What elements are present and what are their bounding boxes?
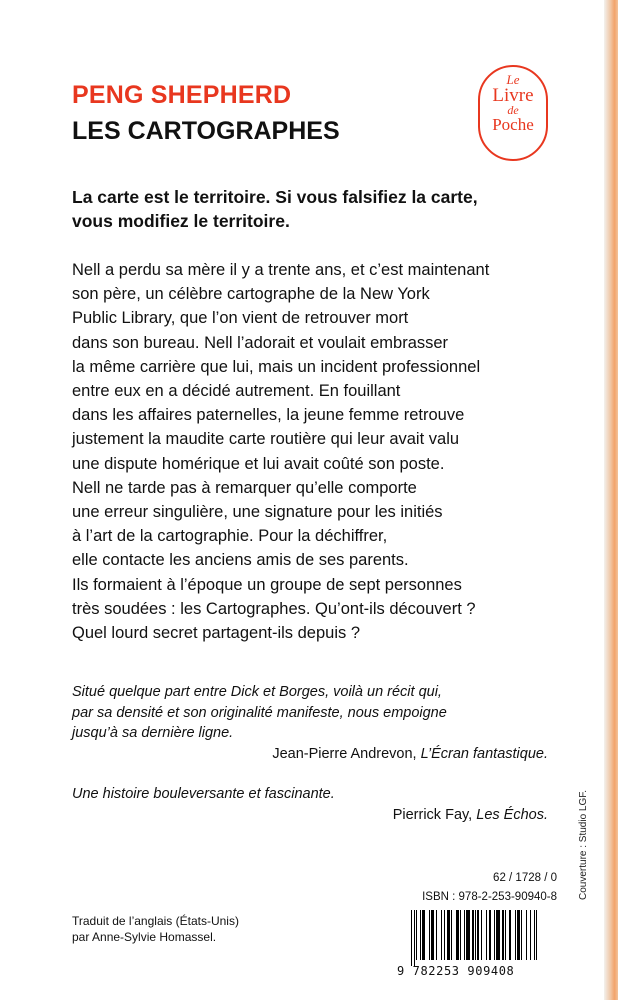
summary-line: une dispute homérique et lui avait coûté son poste.	[72, 454, 445, 473]
tagline-line: vous modifiez le territoire.	[72, 211, 290, 231]
summary-line: Ils formaient à l’époque un groupe de sept personnes	[72, 575, 462, 594]
tagline	[72, 185, 552, 233]
barcode-bar	[472, 910, 473, 960]
translator-credit	[72, 913, 239, 945]
summary-line: dans les affaires paternelles, la jeune femme retrouve	[72, 406, 465, 425]
barcode	[397, 910, 557, 982]
summary-line: la même carrière que lui, mais un incident professionnel	[72, 357, 481, 376]
barcode-bar	[429, 910, 430, 960]
barcode-bar	[494, 910, 495, 960]
summary-line: son père, un célèbre cartographe de la New York	[72, 285, 430, 304]
quote-author: Pierrick Fay,	[392, 806, 477, 823]
summary-line: Nell ne tarde pas à remarquer qu’elle comporte	[72, 478, 417, 497]
barcode-bar	[431, 910, 434, 960]
cover-credit: Couverture : Studio LGF.	[578, 789, 589, 900]
quote-line: par sa densité et son originalité manifeste, nous empoigne	[72, 704, 447, 721]
barcode-bar	[447, 910, 450, 960]
summary-line: une erreur singulière, une signature pour les initiés	[72, 503, 443, 522]
summary-line: entre eux en a décidé autrement. En fouillant	[72, 382, 401, 401]
barcode-bar	[502, 910, 503, 960]
barcode-bar	[517, 910, 520, 960]
barcode-bar	[441, 910, 442, 960]
barcode-bar	[536, 910, 537, 960]
quote-line: Une histoire bouleversante et fascinante.	[72, 786, 335, 802]
barcode-bar	[515, 910, 516, 960]
barcode-bar	[530, 910, 531, 960]
barcode-bar	[475, 910, 476, 960]
barcode-bar	[464, 910, 465, 960]
quote-author: Jean-Pierre Andrevon,	[272, 745, 421, 762]
barcode-bar	[422, 910, 425, 960]
barcode-bar	[486, 910, 487, 960]
summary-line: à l’art de la cartographie. Pour la déchiffrer,	[72, 527, 388, 546]
logo-poche: Poche	[492, 115, 534, 134]
barcode-bar	[414, 910, 415, 966]
translator-line: Traduit de l’anglais (États-Unis)	[72, 914, 239, 928]
barcode-bar	[420, 910, 421, 960]
summary-line: Public Library, que l’on vient de retrouver mort	[72, 309, 409, 328]
barcode-bar	[534, 910, 535, 960]
barcode-bar	[526, 910, 527, 960]
summary-line: Quel lourd secret partagent-ils depuis ?	[72, 624, 360, 643]
summary-line: dans son bureau. Nell l’adorait et voulait embrasser	[72, 333, 449, 352]
publisher-logo	[478, 65, 548, 161]
barcode-bar	[481, 910, 482, 960]
translator-line: par Anne-Sylvie Homassel.	[72, 930, 217, 944]
author-name: PENG SHEPHERD	[72, 81, 292, 109]
barcode-bar	[489, 910, 492, 960]
barcode-bar	[451, 910, 452, 960]
barcode-bars	[411, 910, 557, 964]
barcode-bar	[444, 910, 445, 960]
barcode-bar	[496, 910, 500, 960]
logo-de: de	[507, 103, 519, 117]
quote-attribution	[72, 744, 552, 765]
isbn-number: ISBN : 978-2-253-90940-8	[422, 891, 557, 903]
quote-source: L’Écran fantastique.	[420, 745, 548, 762]
book-title: LES CARTOGRAPHES	[72, 117, 340, 145]
quote-line: jusqu’à sa dernière ligne.	[72, 725, 234, 741]
barcode-bar	[436, 910, 437, 960]
barcode-bar	[509, 910, 512, 960]
barcode-bar	[521, 910, 522, 960]
barcode-bar	[477, 910, 478, 960]
barcode-digits: 9 782253 909408	[397, 964, 515, 978]
summary-line: très soudées : les Cartographes. Qu’ont-ils découvert ?	[72, 599, 476, 618]
summary-line: Nell a perdu sa mère il y a trente ans, et c’est maintenant	[72, 261, 490, 279]
barcode-bar	[466, 910, 470, 960]
barcode-bar	[411, 910, 412, 966]
barcode-bar	[460, 910, 461, 960]
quote-line: Situé quelque part entre Dick et Borges, voilà un récit qui,	[72, 684, 442, 700]
tagline-line: La carte est le territoire. Si vous falsifiez la carte,	[72, 187, 478, 207]
barcode-bar	[416, 910, 417, 960]
summary-line: elle contacte les anciens amis de ses parents.	[72, 551, 409, 570]
quote-source: Les Échos.	[476, 806, 548, 823]
logo-le: Le	[506, 72, 520, 87]
catalog-code: 62 / 1728 / 0	[493, 872, 557, 884]
spine-edge	[604, 0, 618, 1000]
summary-text	[72, 258, 572, 645]
summary-line: justement la maudite carte routière qui leur avait valu	[72, 430, 460, 449]
barcode-bar	[505, 910, 506, 960]
barcode-bar	[456, 910, 459, 960]
quote-attribution	[72, 805, 552, 826]
press-quote-2	[72, 784, 552, 825]
press-quote-1	[72, 682, 552, 764]
logo-livre: Livre	[492, 85, 534, 106]
